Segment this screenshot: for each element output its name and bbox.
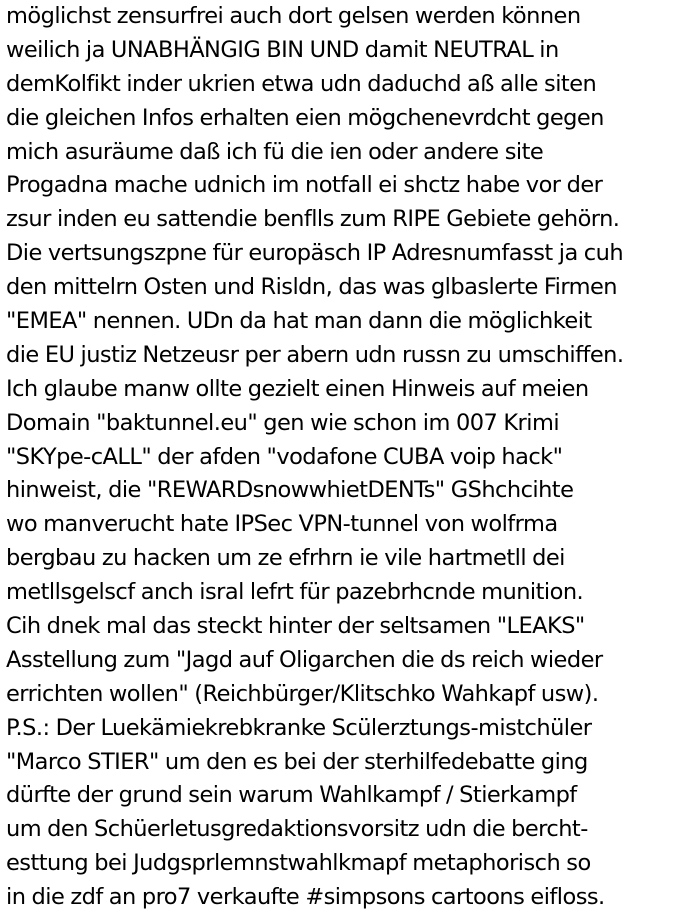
- text-line: möglichst zensurfrei auch dort gelsen werden können: [6, 3, 581, 29]
- text-line: esttung bei Judgsprlemnstwahlkmapf metaphorisch so: [6, 850, 591, 877]
- document-page: [6, 0, 682, 920]
- text-line: in die zdf an pro7 verkaufte #simpsons cartoons eifloss.: [6, 884, 605, 911]
- text-line: mich asuräume daß ich fü die ien oder andere site: [6, 138, 544, 165]
- text-line: Die vertsungszpne für europäsch IP Adresnumfasst ja cuh: [6, 240, 624, 267]
- text-line: "Marco STIER" um den es bei der sterhilfedebatte ging: [6, 748, 588, 775]
- text-line: bergbau zu hacken um ze efrhrn ie vile hartmetll dei: [6, 545, 565, 572]
- text-line: Asstellung zum "Jagd auf Oligarchen die ds reich wieder: [6, 646, 603, 673]
- text-line: "SKYpe-cALL" der afden "vodafone CUBA voip hack": [6, 443, 563, 470]
- text-line: dürfte der grund sein warum Wahlkampf / Stierkampf: [6, 782, 577, 809]
- text-line: "EMEA" nennen. UDn da hat man dann die möglichkeit: [6, 308, 592, 335]
- text-line: um den Schüerletusgredaktionsvorsitz udn die bercht-: [6, 816, 588, 843]
- text-line: zsur inden eu sattendie benflls zum RIPE Gebiete gehörn.: [6, 206, 620, 233]
- text-line: P.S.: Der Luekämiekrebkranke Scülerztungs-mistchüler: [6, 714, 592, 741]
- text-line: hinweist, die "REWARDsnowwhietDENTs" GShchcihte: [6, 477, 574, 504]
- text-line: Ich glaube manw ollte gezielt einen Hinweis auf meien: [6, 375, 589, 402]
- text-line: die gleichen Infos erhalten eien mögchenevrdcht gegen: [6, 104, 604, 131]
- text-line: Cih dnek mal das steckt hinter der seltsamen "LEAKS": [6, 613, 585, 640]
- text-line: errichten wollen" (Reichbürger/Klitschko Wahkapf usw).: [6, 680, 599, 707]
- text-line: metllsgelscf anch isral lefrt für pazebrhcnde munition.: [6, 579, 584, 606]
- text-line: demKolfikt inder ukrien etwa udn daduchd aß alle siten: [6, 70, 597, 97]
- text-line: wo manverucht hate IPSec VPN-tunnel von wolfrma: [6, 511, 558, 538]
- text-line: weilich ja UNABHÄNGIG BIN UND damit NEUTRAL in: [6, 36, 559, 63]
- text-line: Domain "baktunnel.eu" gen wie schon im 007 Krimi: [6, 409, 560, 436]
- text-line: die EU justiz Netzeusr per abern udn russn zu umschiffen.: [6, 341, 624, 368]
- text-line: den mittelrn Osten und Risldn, das was glbaslerte Firmen: [6, 274, 618, 301]
- text-line: Progadna mache udnich im notfall ei shctz habe vor der: [6, 172, 603, 199]
